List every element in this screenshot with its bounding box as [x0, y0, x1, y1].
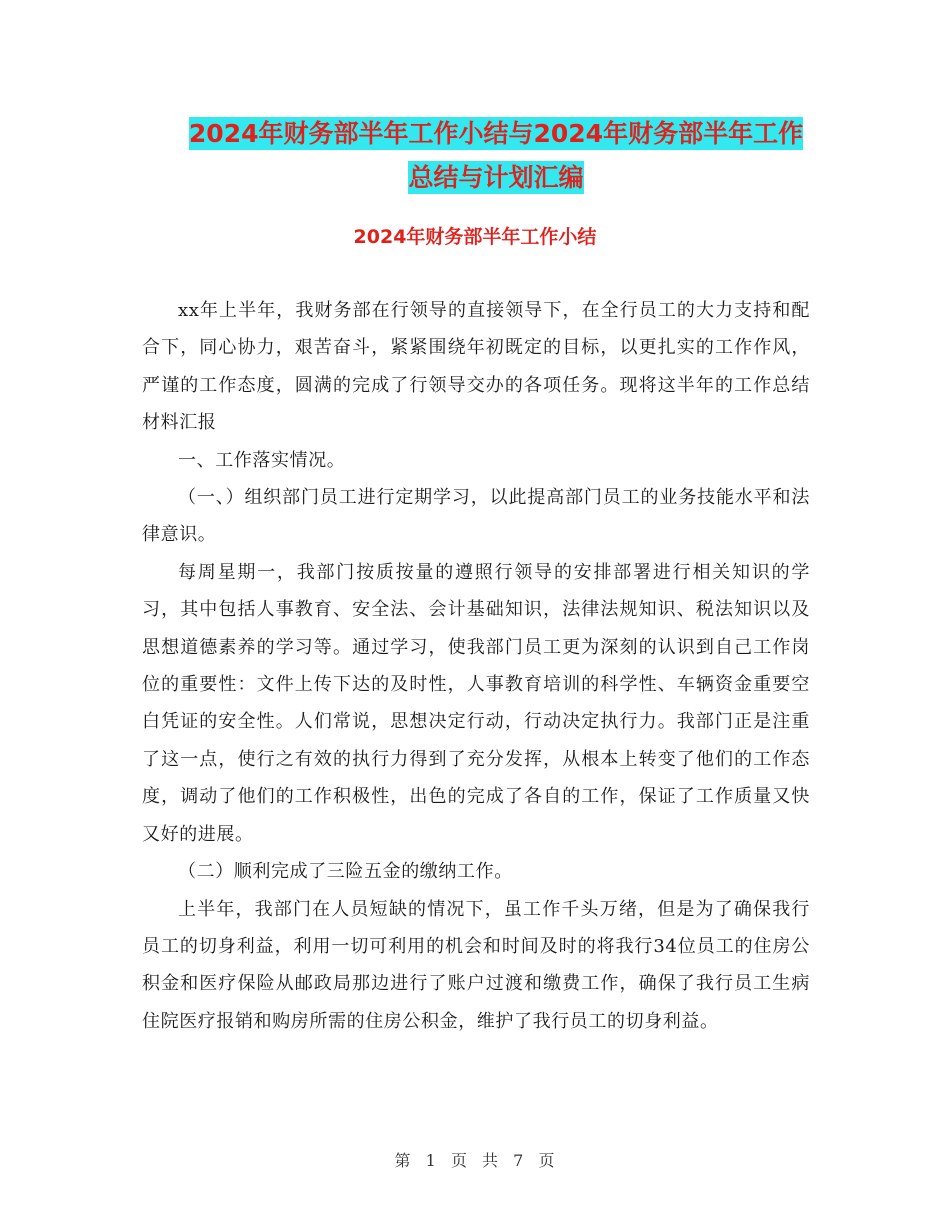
footer-page-unit: 页	[450, 1151, 468, 1170]
footer-total-label: 共	[482, 1151, 500, 1170]
footer-total-pages: 7	[513, 1151, 525, 1170]
subheading-study: （一、）组织部门员工进行定期学习，以此提高部门员工的业务技能水平和法律意识。	[142, 487, 810, 546]
page-footer	[0, 1148, 950, 1171]
footer-current-page: 1	[425, 1151, 437, 1170]
document-body	[142, 292, 810, 1040]
footer-page-label: 第	[394, 1151, 412, 1170]
subheading-insurance: （二）顺利完成了三险五金的缴纳工作。	[178, 861, 513, 883]
paragraph-study: 每周星期一，我部门按质按量的遵照行领导的安排部署进行相关知识的学习，其中包括人事教育、安全法、会计基础知识，法律法规知识、税法知识以及思想道德素养的学习等。通过学习，使我部门员工更为深刻的认识到自己工作岗位的重要性：文件上传下达的及时性，人事教育培训的科学性、车辆资金重要空白凭证的安全性。人们常说，思想决定行动，行动决定执行力。我部门正是注重了这一点，使行之有效的执行力得到了充分发挥，从根本上转变了他们的工作态度，调动了他们的工作积极性，出色的完成了各自的工作，保证了工作质量又快又好的进展。	[142, 561, 810, 845]
document-title-line2: 总结与计划汇编	[408, 163, 584, 192]
heading-work-implementation: 一、工作落实情况。	[178, 449, 346, 471]
document-title	[140, 112, 852, 200]
paragraph-insurance: 上半年，我部门在人员短缺的情况下，虽工作千头万绪，但是为了确保我行员工的切身利益，利用一切可利用的机会和时间及时的将我行34位员工的住房公积金和医疗保险从邮政局那边进行了账户过渡和缴费工作，确保了我行员工生病住院医疗报销和购房所需的住房公积金，维护了我行员工的切身利益。	[142, 898, 810, 1032]
footer-total-unit: 页	[538, 1151, 556, 1170]
paragraph-intro: xx年上半年，我财务部在行领导的直接领导下，在全行员工的大力支持和配合下，同心协力，艰苦奋斗，紧紧围绕年初既定的目标，以更扎实的工作作风，严谨的工作态度，圆满的完成了行领导交办的各项任务。现将这半年的工作总结材料汇报	[142, 300, 810, 434]
section-title: 2024年财务部半年工作小结	[353, 226, 597, 248]
document-title-line1: 2024年财务部半年工作小结与2024年财务部半年工作	[188, 119, 804, 148]
